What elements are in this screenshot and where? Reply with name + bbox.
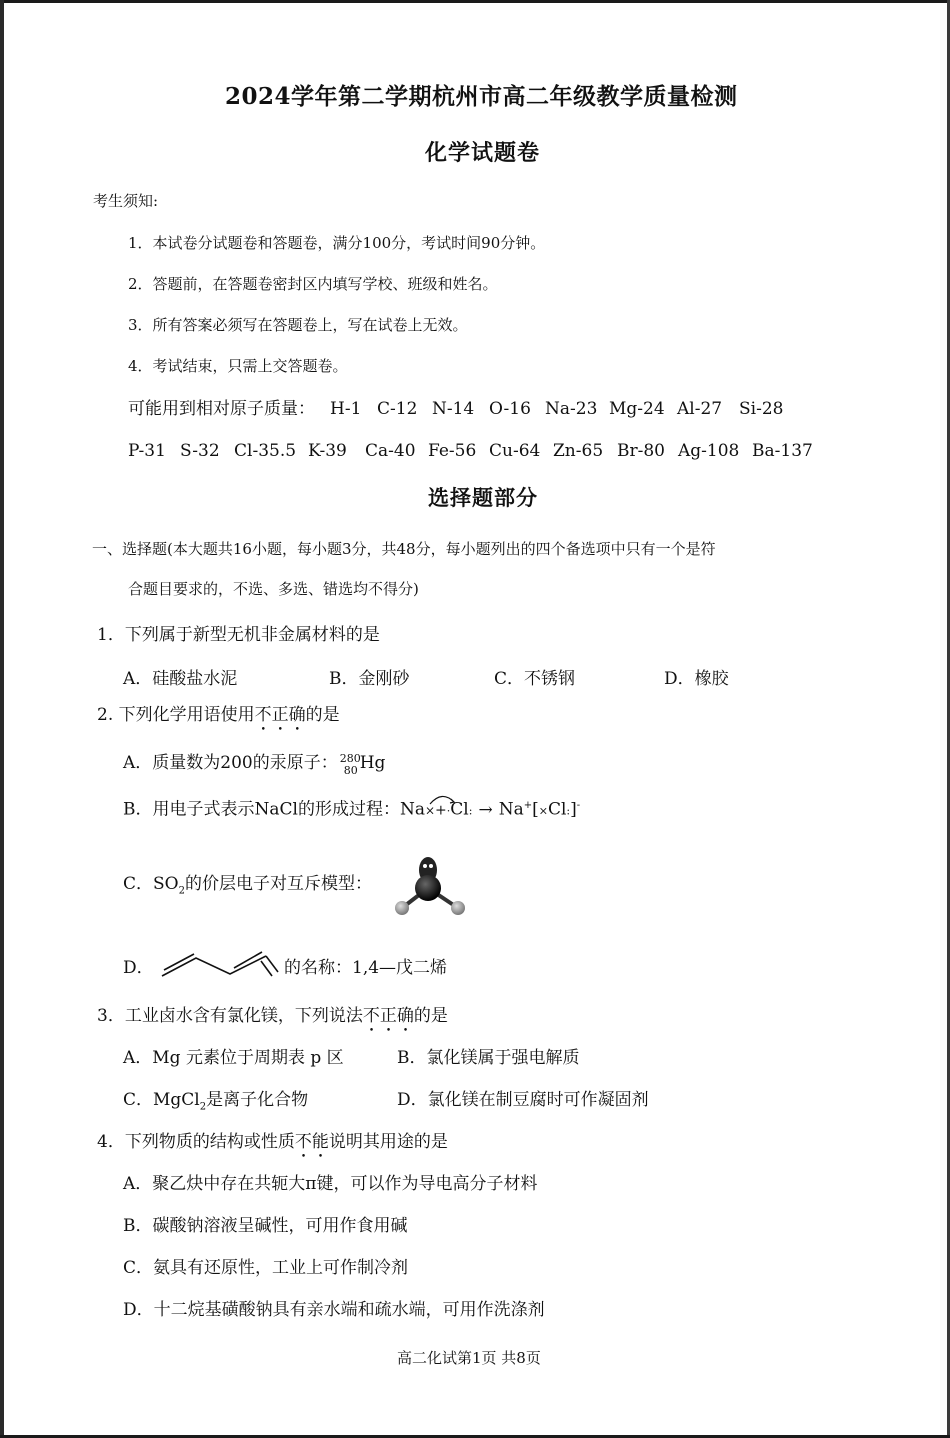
q3-stem: 3．工业卤水含有氯化镁，下列说法不正确的是 <box>97 1006 448 1026</box>
q4-option-b: B．碳酸钠溶液呈碱性，可用作食用碱 <box>123 1216 408 1236</box>
q4-option-d: D．十二烷基磺酸钠具有亲水端和疏水端，可用作洗涤剂 <box>123 1300 545 1320</box>
atomic-mass-label: 可能用到相对原子质量： <box>128 399 315 419</box>
atomic-mass-h: H-1 <box>330 399 362 419</box>
notice-item-1: 1．本试卷分试题卷和答题卷，满分100分，考试时间90分钟。 <box>128 234 546 252</box>
atomic-mass-ag: Ag-108 <box>678 441 740 461</box>
scan-edge-top <box>0 0 950 3</box>
q2-option-c: C．$SO_2$的价层电子对互斥模型： <box>123 874 372 897</box>
page-footer: 高二化试第1页 共8页 <box>397 1349 541 1367</box>
atomic-mass-ca: Ca-40 <box>365 441 416 461</box>
notice-item-2: 2．答题前，在答题卷密封区内填写学校、班级和姓名。 <box>128 275 498 293</box>
atomic-mass-s: S-32 <box>180 441 220 461</box>
atomic-mass-si: Si-28 <box>739 399 784 419</box>
q1-option-d: D．橡胶 <box>664 669 729 689</box>
exam-title: 2024学年第二学期杭州市高二年级教学质量检测 <box>225 83 738 110</box>
q2-stem: 2. 下列化学用语使用不正确的是 <box>97 705 340 725</box>
q1-stem: 1．下列属于新型无机非金属材料的是 <box>97 625 380 645</box>
q1-option-c: C．不锈钢 <box>494 669 576 689</box>
mass-notation: 280 80 <box>339 752 361 777</box>
electron-transfer-arc-icon <box>420 790 512 820</box>
q2-option-d-label: D． <box>123 958 154 978</box>
q4-option-a: A．聚乙炔中存在共轭大π键，可以作为导电高分子材料 <box>123 1174 538 1194</box>
atomic-mass-k: K-39 <box>308 441 347 461</box>
notice-item-4: 4．考试结束，只需上交答题卷。 <box>128 357 348 375</box>
atomic-mass-o: O-16 <box>489 399 531 419</box>
atomic-mass-fe: Fe-56 <box>428 441 477 461</box>
q3-option-d: D．氯化镁在制豆腐时可作凝固剂 <box>397 1090 649 1110</box>
atomic-mass-al: Al-27 <box>677 399 723 419</box>
q4-stem: 4．下列物质的结构或性质不能说明其用途的是 <box>97 1132 448 1152</box>
q4-option-c: C．氨具有还原性，工业上可作制冷剂 <box>123 1258 409 1278</box>
scan-edge-left <box>0 0 4 1438</box>
q2-option-b: B．用电子式表示NaCl的形成过程：Na×+·Cl: → Na+[×Cl:]- <box>123 799 581 820</box>
atomic-mass-na: Na-23 <box>545 399 598 419</box>
instructions-line-1: 一、选择题(本大题共16小题，每小题3分，共48分，每小题列出的四个备选项中只有一个是符 <box>92 540 716 558</box>
q3-option-a: A．Mg 元素位于周期表 p 区 <box>123 1048 344 1068</box>
atomic-mass-zn: Zn-65 <box>553 441 604 461</box>
pentadiene-skeletal-formula-icon <box>158 950 283 980</box>
q3-option-b: B．氯化镁属于强电解质 <box>397 1048 580 1068</box>
notice-heading: 考生须知: <box>93 192 159 210</box>
so2-vsepr-model-icon <box>390 848 470 923</box>
q3-option-c: C．MgCl$_2$是离子化合物 <box>123 1090 309 1113</box>
atomic-mass-mg: Mg-24 <box>609 399 665 419</box>
q2-option-a: A．质量数为200的汞原子： 280 80 Hg <box>123 752 386 777</box>
atomic-mass-ba: Ba-137 <box>752 441 813 461</box>
q1-option-b: B．金刚砂 <box>329 669 410 689</box>
q1-option-a: A．硅酸盐水泥 <box>123 669 238 689</box>
q2-option-d-text: 的名称：1,4—戊二烯 <box>284 958 448 978</box>
exam-subtitle: 化学试题卷 <box>425 140 541 166</box>
atomic-mass-n: N-14 <box>432 399 475 419</box>
atomic-mass-br: Br-80 <box>617 441 665 461</box>
atomic-mass-cu: Cu-64 <box>489 441 541 461</box>
section-title: 选择题部分 <box>428 485 538 510</box>
atomic-mass-c: C-12 <box>377 399 418 419</box>
instructions-line-2: 合题目要求的，不选、多选、错选均不得分) <box>128 580 419 598</box>
notice-item-3: 3．所有答案必须写在答题卷上，写在试卷上无效。 <box>128 316 468 334</box>
atomic-mass-p: P-31 <box>128 441 166 461</box>
atomic-mass-cl: Cl-35.5 <box>234 441 297 461</box>
